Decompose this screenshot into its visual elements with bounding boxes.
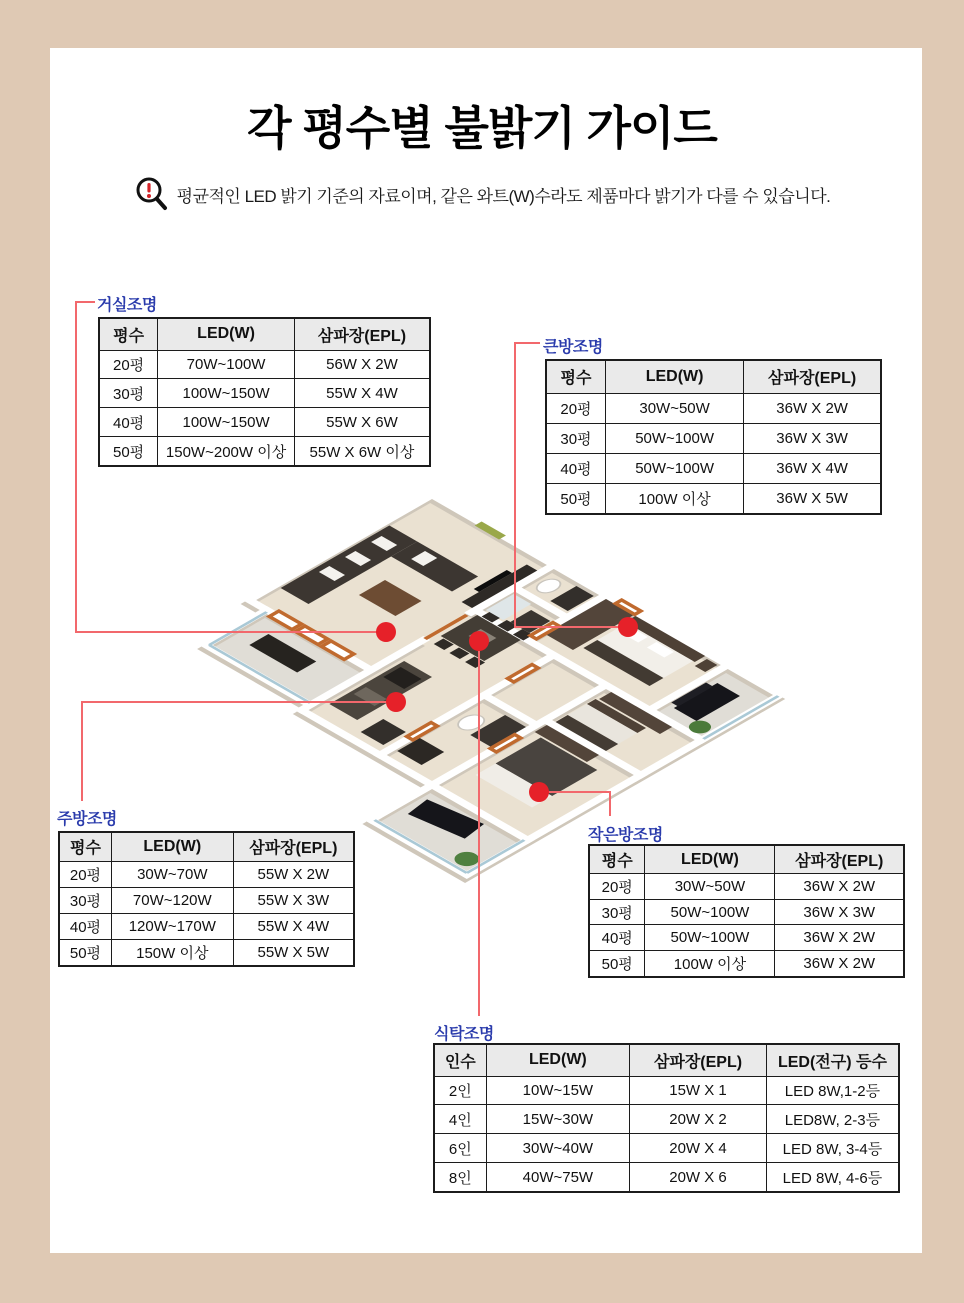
column-header: 삼파장(EPL): [630, 1044, 767, 1076]
table-cell: 30W~70W: [111, 861, 233, 887]
header-row: [99, 318, 430, 350]
table-cell: 70W~100W: [158, 350, 295, 379]
table-cell: 6인: [434, 1134, 486, 1163]
column-header: LED(W): [645, 845, 775, 874]
table-cell: 50평: [589, 951, 645, 977]
table-cell: 40평: [589, 925, 645, 951]
table-cell: 30평: [589, 899, 645, 925]
header-row: [546, 360, 881, 393]
column-header: 삼파장(EPL): [294, 318, 430, 350]
table-row: [59, 913, 354, 939]
table-cell: 100W~150W: [158, 408, 295, 437]
table-row: [546, 483, 881, 514]
table-cell: 30W~50W: [605, 393, 743, 423]
header-row: [434, 1044, 899, 1076]
column-header: 평수: [589, 845, 645, 874]
header-row: [59, 832, 354, 861]
table-cell: 40W~75W: [486, 1163, 630, 1192]
column-header: LED(W): [111, 832, 233, 861]
table-cell: 55W X 4W: [294, 379, 430, 408]
table-row: [546, 393, 881, 423]
table-cell: 120W~170W: [111, 913, 233, 939]
table-cell: 56W X 2W: [294, 350, 430, 379]
table-cell: 40평: [59, 913, 111, 939]
table-cell: 100W 이상: [645, 951, 775, 977]
magnifier-exclamation-icon: [134, 176, 168, 212]
table-cell: LED 8W, 3-4등: [766, 1134, 899, 1163]
table-cell: 36W X 3W: [744, 423, 881, 453]
table-cell: 100W 이상: [605, 483, 743, 514]
table-cell: 30평: [59, 887, 111, 913]
table-row: [434, 1076, 899, 1105]
header-row: [589, 845, 904, 874]
table-row: [589, 925, 904, 951]
column-header: 삼파장(EPL): [233, 832, 354, 861]
table-cell: 36W X 2W: [775, 874, 904, 900]
table-cell: 50W~100W: [645, 925, 775, 951]
column-header: LED(W): [158, 318, 295, 350]
table-cell: 36W X 2W: [775, 951, 904, 977]
label-kitchen: 주방조명: [57, 811, 117, 828]
table-cell: 55W X 6W 이상: [294, 437, 430, 466]
table-cell: 40평: [99, 408, 158, 437]
table-row: [546, 453, 881, 483]
living-room-table: [98, 317, 431, 467]
table-cell: 20평: [99, 350, 158, 379]
table-cell: LED8W, 2-3등: [766, 1105, 899, 1134]
table-cell: 36W X 5W: [744, 483, 881, 514]
big-room-table: [545, 359, 882, 515]
table-row: [589, 951, 904, 977]
label-big-room: 큰방조명: [543, 339, 603, 356]
table-cell: LED 8W, 4-6등: [766, 1163, 899, 1192]
table-cell: 70W~120W: [111, 887, 233, 913]
table-cell: 50W~100W: [645, 899, 775, 925]
table-cell: 20W X 4: [630, 1134, 767, 1163]
table-cell: 2인: [434, 1076, 486, 1105]
table-cell: 50평: [99, 437, 158, 466]
table-cell: 10W~15W: [486, 1076, 630, 1105]
table-row: [99, 350, 430, 379]
table-cell: 55W X 5W: [233, 939, 354, 966]
table-cell: 36W X 3W: [775, 899, 904, 925]
kitchen-table: [58, 831, 355, 967]
column-header: LED(전구) 등수: [766, 1044, 899, 1076]
label-dining-table: 식탁조명: [434, 1026, 494, 1043]
column-header: 평수: [99, 318, 158, 350]
table-cell: 20W X 2: [630, 1105, 767, 1134]
table-cell: 20평: [589, 874, 645, 900]
label-living-room: 거실조명: [97, 297, 157, 314]
table-cell: 20평: [546, 393, 605, 423]
table-cell: 150W 이상: [111, 939, 233, 966]
table-cell: 36W X 2W: [744, 393, 881, 423]
table-cell: 30평: [99, 379, 158, 408]
dining-table-table: [433, 1043, 900, 1193]
table-cell: 4인: [434, 1105, 486, 1134]
table-cell: 55W X 6W: [294, 408, 430, 437]
table-row: [59, 939, 354, 966]
table-cell: 36W X 2W: [775, 925, 904, 951]
label-small-room: 작은방조명: [588, 827, 663, 844]
table-row: [434, 1105, 899, 1134]
table-cell: 50W~100W: [605, 423, 743, 453]
table-row: [434, 1134, 899, 1163]
table-row: [99, 408, 430, 437]
small-room-table: [588, 844, 905, 978]
table-row: [59, 887, 354, 913]
table-row: [99, 437, 430, 466]
table-cell: 15W X 1: [630, 1076, 767, 1105]
notice-text: 평균적인 LED 밝기 기준의 자료이며, 같은 와트(W)수라도 제품마다 밝기가 다를 수 있습니다.: [176, 186, 831, 206]
table-row: [546, 423, 881, 453]
table-row: [59, 861, 354, 887]
column-header: 삼파장(EPL): [744, 360, 881, 393]
table-cell: 30평: [546, 423, 605, 453]
column-header: 평수: [59, 832, 111, 861]
table-row: [434, 1163, 899, 1192]
column-header: 삼파장(EPL): [775, 845, 904, 874]
table-cell: 150W~200W 이상: [158, 437, 295, 466]
table-cell: 20W X 6: [630, 1163, 767, 1192]
column-header: LED(W): [605, 360, 743, 393]
table-cell: 8인: [434, 1163, 486, 1192]
column-header: LED(W): [486, 1044, 630, 1076]
table-row: [589, 899, 904, 925]
table-cell: 55W X 3W: [233, 887, 354, 913]
notice: [0, 176, 964, 212]
column-header: 평수: [546, 360, 605, 393]
table-cell: 100W~150W: [158, 379, 295, 408]
table-cell: 15W~30W: [486, 1105, 630, 1134]
table-cell: LED 8W,1-2등: [766, 1076, 899, 1105]
table-cell: 36W X 4W: [744, 453, 881, 483]
table-cell: 30W~40W: [486, 1134, 630, 1163]
table-cell: 40평: [546, 453, 605, 483]
table-cell: 50평: [546, 483, 605, 514]
table-row: [99, 379, 430, 408]
table-cell: 50W~100W: [605, 453, 743, 483]
column-header: 인수: [434, 1044, 486, 1076]
table-row: [589, 874, 904, 900]
table-cell: 55W X 4W: [233, 913, 354, 939]
page-title: 각 평수별 불밝기 가이드: [247, 102, 717, 154]
table-cell: 30W~50W: [645, 874, 775, 900]
table-cell: 20평: [59, 861, 111, 887]
table-cell: 55W X 2W: [233, 861, 354, 887]
table-cell: 50평: [59, 939, 111, 966]
